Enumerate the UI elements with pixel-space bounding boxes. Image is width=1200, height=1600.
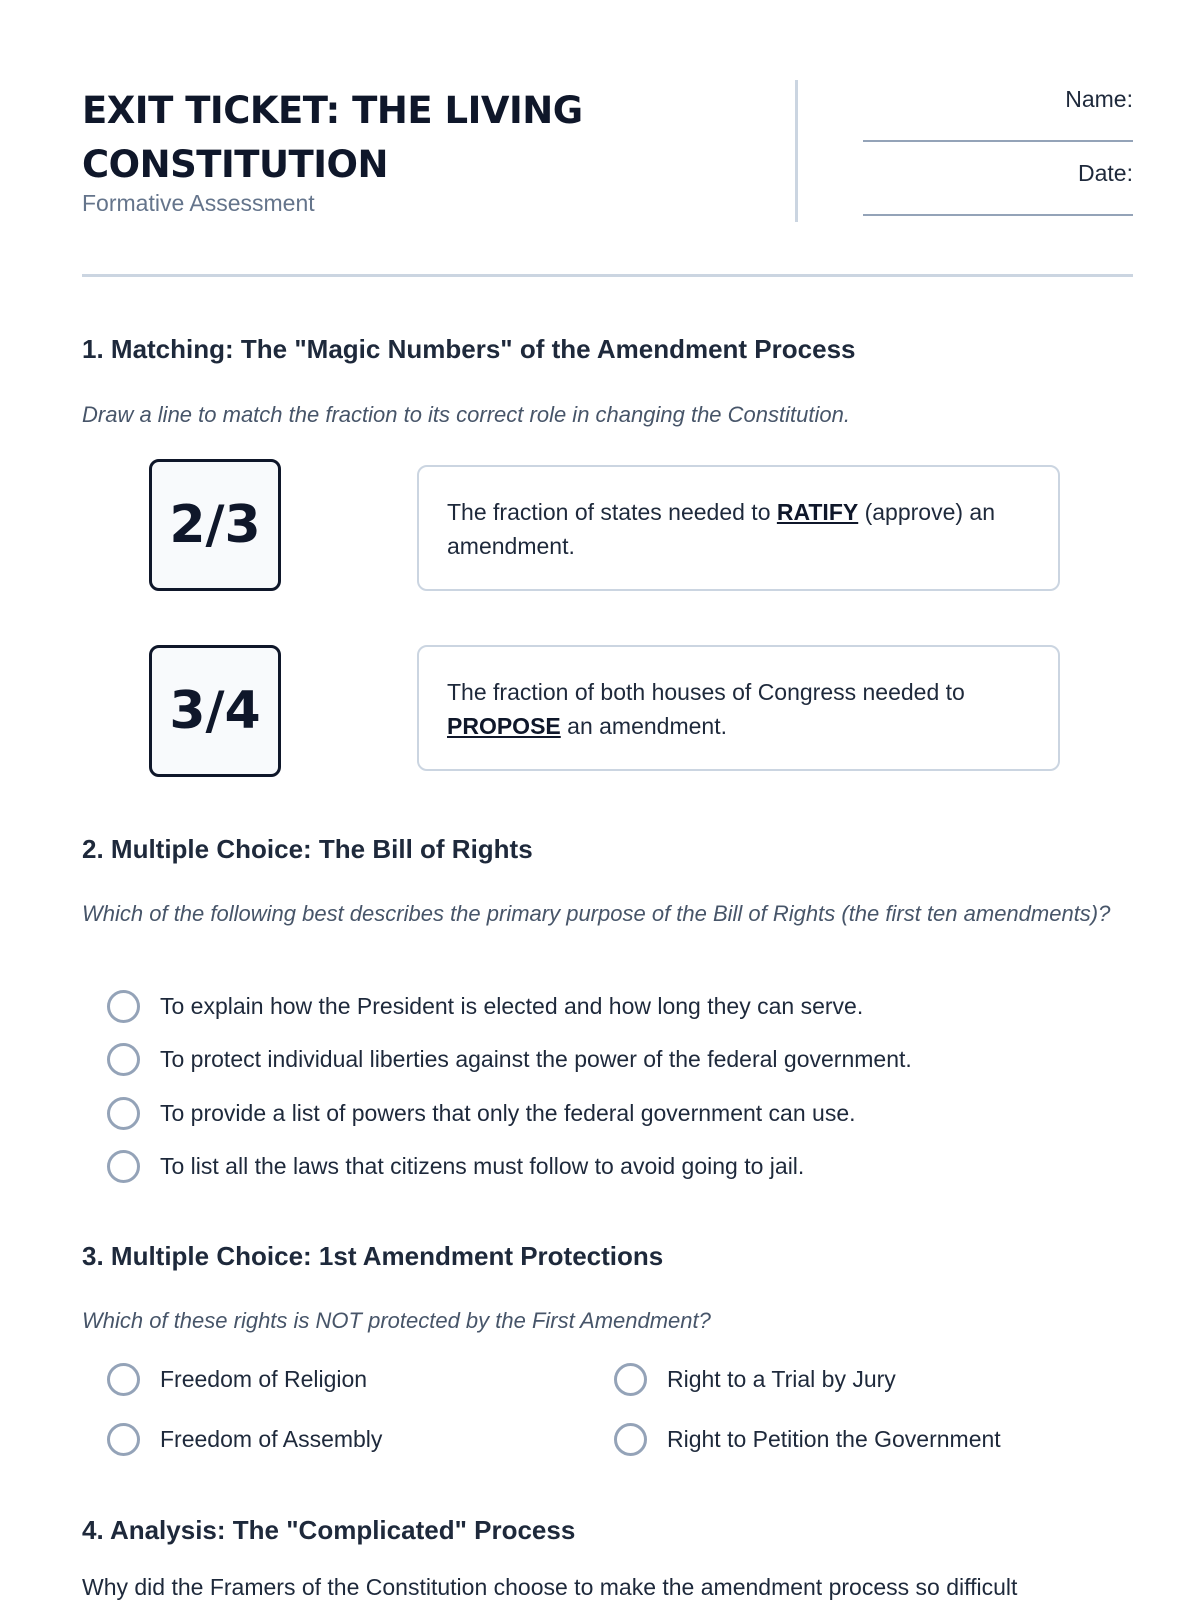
section-2-title: 2. Multiple Choice: The Bill of Rights xyxy=(82,834,533,864)
header xyxy=(82,80,1133,222)
option-label: Right to a Trial by Jury xyxy=(667,1366,896,1392)
section-2-option[interactable] xyxy=(107,1043,912,1076)
date-label: Date: xyxy=(1078,160,1133,186)
radio-button[interactable] xyxy=(614,1423,647,1456)
desc-propose-key: PROPOSE xyxy=(447,713,561,739)
radio-button[interactable] xyxy=(107,1097,140,1130)
section-2-option[interactable] xyxy=(107,1097,856,1130)
desc-propose-post: an amendment. xyxy=(560,713,727,739)
page-subtitle: Formative Assessment xyxy=(82,190,315,216)
name-field[interactable] xyxy=(863,82,1133,142)
radio-button[interactable] xyxy=(107,1150,140,1183)
section-3-option[interactable] xyxy=(107,1423,382,1456)
header-divider xyxy=(795,80,798,222)
radio-button[interactable] xyxy=(107,1363,140,1396)
section-4-prompt: Why did the Framers of the Constitution choose to make the amendment process so difficult xyxy=(82,1574,1018,1600)
option-label: To provide a list of powers that only the federal government can use. xyxy=(160,1100,856,1126)
desc-ratify-post: (approve) an amendment. xyxy=(447,499,996,559)
option-label: Freedom of Assembly xyxy=(160,1426,383,1452)
section-2-option[interactable] xyxy=(107,990,863,1023)
option-label: To list all the laws that citizens must follow to avoid going to jail. xyxy=(160,1153,805,1179)
section-1-title: 1. Matching: The "Magic Numbers" of the Amendment Process xyxy=(82,334,856,364)
name-label: Name: xyxy=(1065,86,1133,112)
desc-ratify-key: RATIFY xyxy=(776,499,859,525)
fraction-box-three-fourths[interactable]: 3/4 xyxy=(149,645,281,777)
option-label: Freedom of Religion xyxy=(160,1366,368,1392)
section-3-option[interactable] xyxy=(107,1363,367,1396)
page-title: EXIT TICKET: THE LIVING CONSTITUTION xyxy=(82,89,583,186)
radio-button[interactable] xyxy=(107,1043,140,1076)
option-label: To protect individual liberties against the power of the federal government. xyxy=(160,1046,912,1072)
desc-propose-pre: The fraction of both houses of Congress needed to xyxy=(447,679,965,705)
section-3-question: Which of these rights is NOT protected by the First Amendment? xyxy=(82,1308,711,1333)
radio-button[interactable] xyxy=(107,990,140,1023)
match-description-ratify[interactable] xyxy=(417,465,1060,591)
section-2-question: Which of the following best describes the primary purpose of the Bill of Rights (the first ten amendments)? xyxy=(82,901,1111,926)
fraction-box-two-thirds[interactable]: 2/3 xyxy=(149,459,281,591)
section-4-title: 4. Analysis: The "Complicated" Process xyxy=(82,1515,576,1545)
desc-ratify-pre: The fraction of states needed to xyxy=(447,499,777,525)
option-label: To explain how the President is elected and how long they can serve. xyxy=(160,993,864,1019)
date-field[interactable] xyxy=(863,156,1133,216)
match-description-propose[interactable] xyxy=(417,645,1060,771)
radio-button[interactable] xyxy=(107,1423,140,1456)
section-3-option[interactable] xyxy=(614,1363,896,1396)
section-1-instruction: Draw a line to match the fraction to its correct role in changing the Constitution. xyxy=(82,402,850,427)
radio-button[interactable] xyxy=(614,1363,647,1396)
header-rule xyxy=(82,274,1133,277)
section-2-option[interactable] xyxy=(107,1150,804,1183)
option-label: Right to Petition the Government xyxy=(667,1426,1001,1452)
section-3-title: 3. Multiple Choice: 1st Amendment Protections xyxy=(82,1241,664,1271)
section-3-option[interactable] xyxy=(614,1423,1001,1456)
